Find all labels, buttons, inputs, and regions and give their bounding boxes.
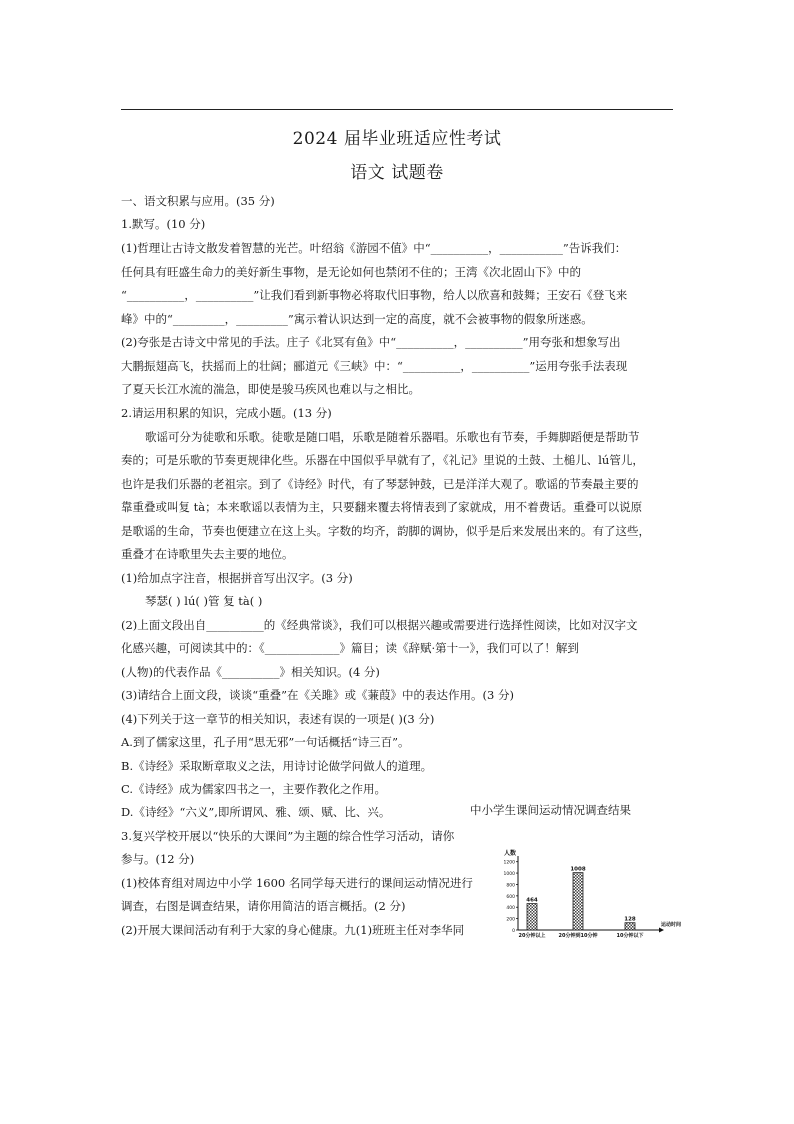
y-tick-label: 0 bbox=[512, 929, 515, 934]
text-line: 任何具有旺盛生命力的美好新生事物，是无论如何也禁闭不住的；王湾《次北固山下》中的 bbox=[121, 265, 581, 279]
text-line: 了夏天长江水流的湍急，即使是骏马疾风也难以与之相比。 bbox=[121, 382, 420, 396]
passage-line: 是歌谣的生命，节奏也便建立在这上头。字数的均齐，韵脚的调协，似乎是后来发展出来的。有了这些， bbox=[121, 524, 650, 538]
y-tick-label: 400 bbox=[506, 906, 515, 912]
pinyin-line: 琴瑟( ) lú( )管 复 tà( ) bbox=[145, 594, 263, 608]
x-tick-label: 20分钟到10分钟 bbox=[558, 933, 598, 939]
option-c: C.《诗经》成为儒家四书之一，主要作教化之作用。 bbox=[121, 782, 387, 796]
x-tick-label: 20分钟以上 bbox=[518, 933, 546, 939]
bar-value-label: 128 bbox=[624, 916, 636, 923]
top-rule bbox=[121, 109, 673, 110]
y-tick-label: 800 bbox=[506, 883, 515, 889]
text-line: (2)上面文段出自__________的《经典常谈》，我们可以根据兴趣或需要进行选择性阅读，比如对汉字文 bbox=[121, 618, 638, 632]
chart-title: 中小学生课间运动情况调查结果 bbox=[470, 803, 631, 817]
text-line: (1)给加点字注音，根据拼音写出汉字。(3 分) bbox=[121, 571, 353, 585]
bar-value-label: 464 bbox=[526, 897, 538, 904]
x-tick-label: 10分钟以下 bbox=[616, 933, 644, 939]
option-d: D.《诗经》“六义”,即所谓风、雅、颂、赋、比、兴。 bbox=[121, 805, 391, 819]
text-line: (2)开展大课间活动有利于大家的身心健康。九(1)班班主任对李华同 bbox=[121, 923, 465, 937]
text-line: (1)哲理让古诗文散发着智慧的光芒。叶绍翁《游园不值》中“__________，___________”告诉我们： bbox=[121, 241, 627, 255]
x-axis-arrow bbox=[659, 928, 664, 933]
passage-line: 靠重叠或叫复 tà；本来歌谣以表情为主，只要翻来覆去将情表到了家就成，用不着费话。重叠可以说原 bbox=[121, 500, 643, 514]
passage-line: 奏的；可是乐歌的节奏更规律化些。乐器在中国似乎早就有了，《礼记》里说的土鼓、土槌儿、lú管儿， bbox=[121, 453, 644, 467]
passage-line: 歌谣可分为徒歌和乐歌。徒歌是随口唱，乐歌是随着乐器唱。乐歌也有节奏，手舞脚蹈便是帮助节 bbox=[145, 430, 640, 444]
text-line: 峰》中的“_________，_________”寓示着认识达到一定的高度，就不会被事物的假象所迷惑。 bbox=[121, 312, 593, 326]
text-line: 参与。(12 分) bbox=[121, 852, 195, 866]
option-a: A.到了儒家这里，孔子用“思无邪”一句话概括“诗三百”。 bbox=[121, 735, 410, 749]
text-line: (4)下列关于这一章节的相关知识，表述有误的一项是( )(3 分) bbox=[121, 712, 435, 726]
passage-line: 也许是我们乐器的老祖宗。到了《诗经》时代，有了琴瑟钟鼓，已是洋洋大观了。歌谣的节奏最主要的 bbox=[121, 477, 639, 491]
text-line: (1)校体育组对周边中小学 1600 名同学每天进行的课间运动情况进行 bbox=[121, 876, 473, 890]
bar bbox=[625, 923, 635, 930]
y-tick-label: 1200 bbox=[503, 860, 515, 866]
bar bbox=[527, 904, 537, 930]
bar bbox=[573, 873, 583, 930]
bar-value-label: 1008 bbox=[570, 866, 586, 873]
section-heading: 一、语文积累与应用。(35 分) bbox=[121, 194, 275, 208]
y-tick-label: 200 bbox=[506, 917, 515, 923]
text-line: 大鹏振翅高飞，扶摇而上的壮阔；郦道元《三峡》中：“__________，__________”运用夸张手法表现 bbox=[121, 359, 628, 373]
text-line: (3)请结合上面文段，谈谈“重叠”在《关雎》或《蒹葭》中的表达作用。(3 分) bbox=[121, 688, 514, 702]
y-tick-label: 600 bbox=[506, 894, 515, 900]
text-line: “__________，__________”让我们看到新事物必将取代旧事物，给人以欣喜和鼓舞；王安石《登飞来 bbox=[121, 288, 628, 302]
option-b: B.《诗经》采取断章取义之法，用诗讨论做学问做人的道理。 bbox=[121, 759, 433, 773]
text-line: (人物)的代表作品《__________》相关知识。(4 分) bbox=[121, 665, 380, 679]
exam-title: 2024 届毕业班适应性考试 bbox=[292, 129, 502, 149]
text-line: 化感兴趣，可阅读其中的：《_____________》篇目；读《辞赋·第十一》，我们可以了！解到 bbox=[121, 641, 579, 655]
question-heading: 1.默写。(10 分) bbox=[121, 217, 206, 231]
y-tick-label: 1000 bbox=[503, 872, 515, 878]
exam-subtitle: 语文 试题卷 bbox=[350, 163, 444, 183]
text-line: 调查，右图是调查结果，请你用简洁的语言概括。(2 分) bbox=[121, 899, 406, 913]
x-axis-label: 运动时间 bbox=[661, 922, 682, 928]
question-heading: 2.请运用积累的知识，完成小题。(13 分) bbox=[121, 406, 332, 420]
question-heading: 3.复兴学校开展以“快乐的大课间”为主题的综合性学习活动，请你 bbox=[121, 829, 455, 843]
passage-line: 重叠才在诗歌里失去主要的地位。 bbox=[121, 547, 294, 561]
bar-chart bbox=[494, 848, 682, 939]
y-axis-label: 人数 bbox=[504, 850, 517, 857]
text-line: (2)夸张是古诗文中常见的手法。庄子《北冥有鱼》中“__________，__________”用夸张和想象写出 bbox=[121, 335, 621, 349]
